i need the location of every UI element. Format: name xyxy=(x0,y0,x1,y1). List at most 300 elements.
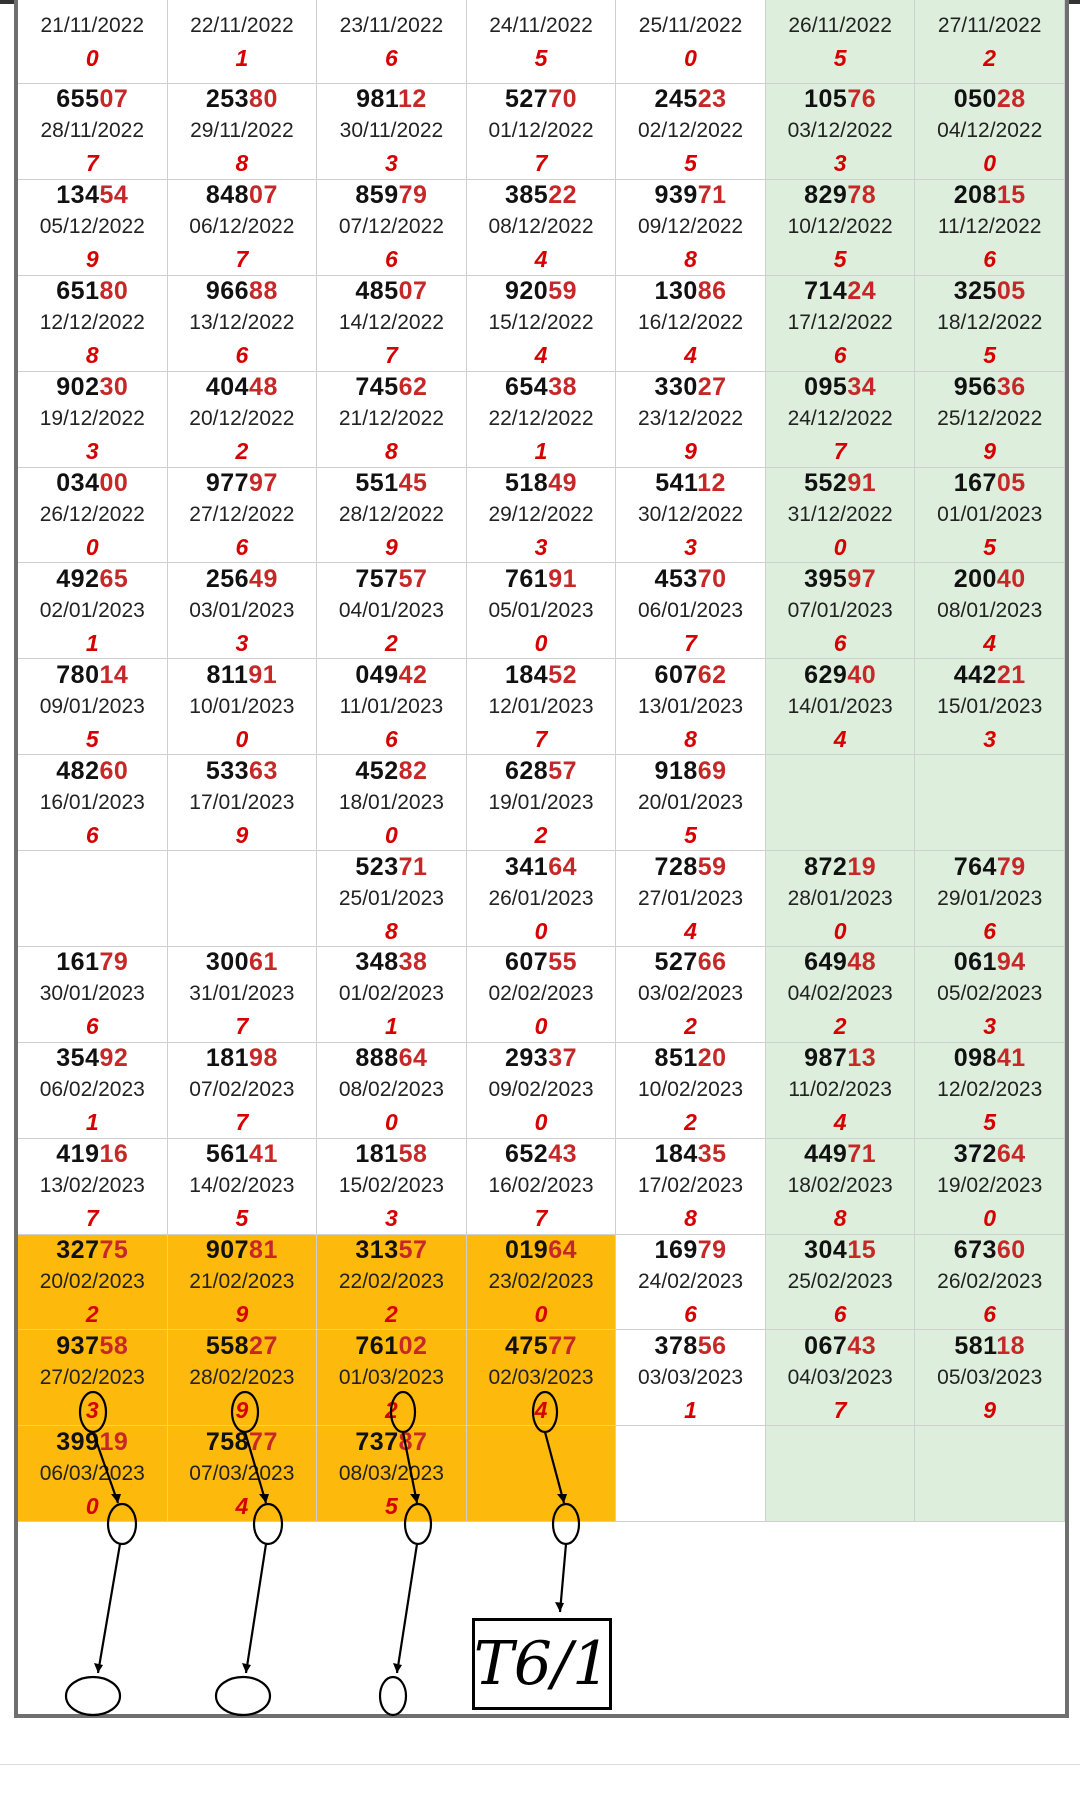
result-digit: 6 xyxy=(235,342,249,369)
result-cell xyxy=(915,947,1065,1043)
result-date: 28/02/2023 xyxy=(189,1365,295,1389)
result-digit: 7 xyxy=(85,1205,99,1232)
result-date: 13/02/2023 xyxy=(39,1174,145,1198)
result-cell xyxy=(18,1426,168,1522)
result-number xyxy=(655,180,727,211)
result-cell xyxy=(616,1330,766,1426)
result-cell xyxy=(467,659,617,755)
number-prefix: 385 xyxy=(504,181,549,210)
number-suffix: 71 xyxy=(697,181,727,210)
number-prefix: 829 xyxy=(804,181,848,210)
result-cell xyxy=(915,84,1065,180)
result-cell xyxy=(317,0,467,84)
result-date: 29/12/2022 xyxy=(488,502,594,526)
result-date: 23/12/2022 xyxy=(638,407,744,431)
number-prefix: 049 xyxy=(355,660,399,689)
result-cell xyxy=(616,563,766,659)
result-digit: 0 xyxy=(235,725,249,752)
number-prefix: 184 xyxy=(654,1140,698,1169)
result-cell xyxy=(616,276,766,372)
result-number xyxy=(505,1330,577,1361)
number-prefix: 527 xyxy=(504,85,549,114)
number-suffix: 49 xyxy=(249,564,278,593)
result-number xyxy=(206,276,278,307)
number-suffix: 77 xyxy=(548,1331,577,1360)
number-prefix: 452 xyxy=(355,756,399,785)
result-digit: 1 xyxy=(85,1109,99,1136)
result-date: 26/11/2022 xyxy=(788,13,892,37)
result-digit: 2 xyxy=(684,1013,697,1040)
number-prefix: 872 xyxy=(804,852,848,881)
result-date: 07/03/2023 xyxy=(189,1461,295,1485)
result-cell xyxy=(915,1139,1065,1235)
number-suffix: 79 xyxy=(99,948,129,977)
result-date: 19/12/2022 xyxy=(39,407,145,431)
result-number xyxy=(56,947,128,978)
result-cell xyxy=(766,1330,916,1426)
number-suffix: 23 xyxy=(697,85,727,114)
result-digit: 9 xyxy=(983,438,997,465)
result-number xyxy=(804,1043,876,1074)
result-cell xyxy=(467,372,617,468)
result-number xyxy=(355,1043,427,1074)
number-prefix: 325 xyxy=(953,277,997,306)
result-number xyxy=(56,468,128,499)
number-suffix: 66 xyxy=(697,948,727,977)
result-number xyxy=(505,180,577,211)
result-date: 16/02/2023 xyxy=(488,1174,594,1198)
number-suffix: 42 xyxy=(398,660,428,689)
number-prefix: 552 xyxy=(804,468,848,497)
result-date: 23/02/2023 xyxy=(488,1270,594,1294)
result-cell xyxy=(766,563,916,659)
number-suffix: 54 xyxy=(99,181,129,210)
result-cell xyxy=(616,1426,766,1522)
result-digit: 6 xyxy=(833,1301,847,1328)
result-number xyxy=(505,563,577,594)
number-suffix: 70 xyxy=(548,85,577,114)
result-digit: 7 xyxy=(235,246,249,273)
result-number xyxy=(355,468,427,499)
result-date: 28/12/2022 xyxy=(338,502,444,526)
result-cell xyxy=(18,1139,168,1235)
result-date: 27/01/2023 xyxy=(638,886,744,910)
result-cell xyxy=(467,84,617,180)
number-prefix: 449 xyxy=(804,1140,848,1169)
number-suffix: 02 xyxy=(398,1331,428,1360)
result-number xyxy=(56,1426,128,1457)
result-number xyxy=(804,276,876,307)
number-suffix: 98 xyxy=(249,1044,278,1073)
result-date: 09/12/2022 xyxy=(638,215,744,239)
result-digit: 5 xyxy=(833,246,847,273)
number-prefix: 095 xyxy=(804,373,848,402)
result-number xyxy=(804,468,876,499)
result-date: 22/12/2022 xyxy=(488,407,594,431)
result-digit: 0 xyxy=(684,44,697,71)
number-suffix: 58 xyxy=(398,1140,428,1169)
result-number xyxy=(655,659,727,690)
number-prefix: 399 xyxy=(56,1427,100,1456)
number-suffix: 57 xyxy=(548,756,577,785)
result-date: 17/02/2023 xyxy=(638,1174,744,1198)
result-number xyxy=(804,659,876,690)
result-number xyxy=(355,947,427,978)
result-number xyxy=(206,1426,278,1457)
number-suffix: 79 xyxy=(996,852,1026,881)
number-prefix: 304 xyxy=(804,1236,848,1265)
number-prefix: 523 xyxy=(355,852,399,881)
number-suffix: 27 xyxy=(697,373,727,402)
number-prefix: 629 xyxy=(804,660,848,689)
result-digit: 8 xyxy=(684,725,697,752)
number-suffix: 15 xyxy=(996,181,1026,210)
number-suffix: 40 xyxy=(847,660,877,689)
number-prefix: 651 xyxy=(56,277,100,306)
result-digit: 7 xyxy=(235,1109,249,1136)
result-date: 12/12/2022 xyxy=(39,311,145,335)
result-cell xyxy=(766,755,916,851)
result-cell xyxy=(18,276,168,372)
number-prefix: 019 xyxy=(504,1236,549,1265)
result-digit: 4 xyxy=(684,342,697,369)
result-cell xyxy=(915,563,1065,659)
number-suffix: 36 xyxy=(996,373,1026,402)
result-cell xyxy=(168,755,318,851)
result-number xyxy=(505,851,577,882)
result-date: 02/02/2023 xyxy=(488,982,594,1006)
result-cell xyxy=(915,372,1065,468)
result-cell xyxy=(317,84,467,180)
number-prefix: 918 xyxy=(654,756,698,785)
number-prefix: 780 xyxy=(56,660,100,689)
number-suffix: 19 xyxy=(847,852,877,881)
result-number xyxy=(655,1330,727,1361)
number-prefix: 527 xyxy=(654,948,698,977)
result-cell xyxy=(467,180,617,276)
number-prefix: 245 xyxy=(654,85,698,114)
result-number xyxy=(954,180,1026,211)
result-cell xyxy=(616,1043,766,1139)
result-digit: 0 xyxy=(833,917,847,944)
result-cell xyxy=(168,1330,318,1426)
number-suffix: 76 xyxy=(847,85,877,114)
result-number xyxy=(655,276,727,307)
number-prefix: 607 xyxy=(654,660,698,689)
number-suffix: 52 xyxy=(548,660,577,689)
number-suffix: 80 xyxy=(249,85,278,114)
number-prefix: 764 xyxy=(953,852,997,881)
number-suffix: 86 xyxy=(697,277,727,306)
result-cell xyxy=(915,851,1065,947)
result-number xyxy=(655,563,727,594)
result-cell xyxy=(168,0,318,84)
number-suffix: 94 xyxy=(996,948,1026,977)
result-digit: 1 xyxy=(534,438,548,465)
result-cell xyxy=(467,1330,617,1426)
result-cell xyxy=(915,1235,1065,1331)
number-suffix: 22 xyxy=(548,181,577,210)
result-digit: 6 xyxy=(385,725,398,752)
result-date: 08/03/2023 xyxy=(338,1461,444,1485)
result-digit: 0 xyxy=(983,150,997,177)
number-prefix: 987 xyxy=(804,1044,848,1073)
number-suffix: 80 xyxy=(99,277,129,306)
result-number xyxy=(505,1139,577,1170)
result-cell xyxy=(467,563,617,659)
result-number xyxy=(355,659,427,690)
result-cell xyxy=(467,755,617,851)
result-number xyxy=(56,755,128,786)
result-cell xyxy=(168,659,318,755)
number-suffix: 60 xyxy=(996,1236,1026,1265)
result-date: 28/11/2022 xyxy=(40,119,145,143)
result-date: 30/11/2022 xyxy=(339,119,444,143)
number-suffix: 16 xyxy=(99,1140,129,1169)
result-number xyxy=(655,851,727,882)
result-cell xyxy=(168,1426,318,1522)
result-digit: 3 xyxy=(983,725,997,752)
number-prefix: 981 xyxy=(356,85,398,114)
result-date: 29/01/2023 xyxy=(937,886,1043,910)
number-prefix: 419 xyxy=(56,1140,100,1169)
result-date: 04/01/2023 xyxy=(338,598,444,622)
result-date: 07/01/2023 xyxy=(787,598,893,622)
number-prefix: 256 xyxy=(205,564,250,593)
number-suffix: 62 xyxy=(398,373,428,402)
result-digit: 3 xyxy=(85,1396,99,1423)
result-digit: 5 xyxy=(85,725,99,752)
number-prefix: 920 xyxy=(504,277,549,306)
result-digit: 2 xyxy=(983,44,997,71)
result-digit: 5 xyxy=(833,44,847,71)
result-number xyxy=(355,1330,427,1361)
number-suffix: 97 xyxy=(847,564,877,593)
number-prefix: 208 xyxy=(953,181,997,210)
result-number xyxy=(655,1139,727,1170)
number-prefix: 628 xyxy=(504,756,549,785)
result-digit: 6 xyxy=(983,1301,997,1328)
result-date: 11/12/2022 xyxy=(937,215,1042,239)
result-date: 31/01/2023 xyxy=(189,982,295,1006)
number-prefix: 130 xyxy=(654,277,698,306)
result-date: 24/12/2022 xyxy=(787,407,893,431)
number-suffix: 19 xyxy=(99,1427,129,1456)
number-suffix: 64 xyxy=(548,1236,577,1265)
result-cell xyxy=(18,851,168,947)
number-prefix: 034 xyxy=(56,468,100,497)
number-suffix: 18 xyxy=(996,1331,1026,1360)
result-number xyxy=(355,563,427,594)
number-suffix: 15 xyxy=(847,1236,877,1265)
result-digit: 6 xyxy=(85,1013,99,1040)
result-date: 15/01/2023 xyxy=(937,694,1043,718)
number-suffix: 14 xyxy=(99,660,129,689)
result-date: 18/12/2022 xyxy=(937,311,1043,335)
result-cell xyxy=(317,468,467,564)
result-digit: 0 xyxy=(385,821,398,848)
result-digit: 6 xyxy=(833,342,847,369)
result-number xyxy=(655,947,727,978)
result-number xyxy=(206,468,278,499)
number-prefix: 184 xyxy=(504,660,549,689)
result-digit: 0 xyxy=(983,1205,997,1232)
result-date: 04/12/2022 xyxy=(937,119,1043,143)
result-cell xyxy=(168,468,318,564)
result-date: 05/12/2022 xyxy=(39,215,145,239)
result-date: 19/02/2023 xyxy=(937,1174,1043,1198)
number-prefix: 977 xyxy=(205,468,250,497)
result-number xyxy=(655,84,727,115)
result-cell xyxy=(18,1235,168,1331)
result-cell xyxy=(616,1139,766,1235)
result-cell xyxy=(168,276,318,372)
number-suffix: 56 xyxy=(697,1331,727,1360)
result-date: 25/12/2022 xyxy=(937,407,1043,431)
number-prefix: 758 xyxy=(205,1427,250,1456)
result-cell xyxy=(18,468,168,564)
result-digit: 5 xyxy=(983,342,997,369)
result-cell xyxy=(616,1235,766,1331)
result-digit: 7 xyxy=(534,725,548,752)
result-digit: 0 xyxy=(385,1109,398,1136)
number-suffix: 64 xyxy=(996,1140,1026,1169)
number-suffix: 87 xyxy=(398,1427,428,1456)
result-date: 14/02/2023 xyxy=(189,1174,295,1198)
result-date: 13/01/2023 xyxy=(638,694,744,718)
result-digit: 0 xyxy=(534,917,548,944)
result-cell xyxy=(915,1330,1065,1426)
result-number xyxy=(206,84,278,115)
result-cell xyxy=(616,468,766,564)
result-cell xyxy=(915,659,1065,755)
result-cell xyxy=(168,851,318,947)
result-digit: 3 xyxy=(385,150,398,177)
result-number xyxy=(355,276,427,307)
result-digit: 8 xyxy=(833,1205,847,1232)
result-cell xyxy=(616,755,766,851)
result-digit: 6 xyxy=(235,533,249,560)
result-cell xyxy=(915,180,1065,276)
result-digit: 9 xyxy=(983,1396,997,1423)
number-suffix: 24 xyxy=(847,277,877,306)
result-number xyxy=(954,468,1026,499)
result-cell xyxy=(168,563,318,659)
number-prefix: 067 xyxy=(804,1331,848,1360)
number-prefix: 169 xyxy=(654,1236,698,1265)
result-date: 03/01/2023 xyxy=(189,598,295,622)
number-prefix: 253 xyxy=(205,85,250,114)
result-cell xyxy=(766,851,916,947)
result-date: 22/11/2022 xyxy=(190,13,294,37)
result-digit: 4 xyxy=(983,629,997,656)
result-date: 06/12/2022 xyxy=(189,215,295,239)
result-cell xyxy=(168,372,318,468)
result-cell xyxy=(168,84,318,180)
number-prefix: 181 xyxy=(355,1140,399,1169)
result-cell xyxy=(317,276,467,372)
result-digit: 9 xyxy=(385,533,398,560)
result-number xyxy=(355,180,427,211)
number-suffix: 35 xyxy=(697,1140,727,1169)
result-date: 08/01/2023 xyxy=(937,598,1043,622)
result-date: 10/01/2023 xyxy=(189,694,295,718)
result-digit: 8 xyxy=(385,438,398,465)
result-cell xyxy=(915,1426,1065,1522)
number-suffix: 71 xyxy=(847,1140,877,1169)
number-prefix: 354 xyxy=(56,1044,100,1073)
result-date: 25/01/2023 xyxy=(338,886,444,910)
number-suffix: 63 xyxy=(249,756,278,785)
number-prefix: 551 xyxy=(355,468,399,497)
result-digit: 2 xyxy=(385,629,398,656)
result-cell xyxy=(467,1235,617,1331)
result-cell xyxy=(168,180,318,276)
result-number xyxy=(206,372,278,403)
number-prefix: 581 xyxy=(954,1331,997,1360)
result-date: 08/12/2022 xyxy=(488,215,594,239)
result-number xyxy=(207,659,278,690)
result-cell xyxy=(317,180,467,276)
result-digit: 5 xyxy=(385,1492,398,1519)
result-cell xyxy=(616,659,766,755)
number-prefix: 492 xyxy=(56,564,100,593)
result-cell xyxy=(766,1426,916,1522)
number-prefix: 105 xyxy=(804,85,848,114)
result-digit: 7 xyxy=(385,342,398,369)
result-digit: 3 xyxy=(833,150,847,177)
number-prefix: 050 xyxy=(953,85,997,114)
number-suffix: 45 xyxy=(398,468,428,497)
result-cell xyxy=(317,755,467,851)
number-prefix: 327 xyxy=(56,1236,100,1265)
number-prefix: 372 xyxy=(953,1140,997,1169)
result-digit: 0 xyxy=(534,1109,548,1136)
result-date: 12/02/2023 xyxy=(937,1078,1043,1102)
result-number xyxy=(505,947,577,978)
result-cell xyxy=(467,1043,617,1139)
result-digit: 7 xyxy=(85,150,99,177)
number-suffix: 05 xyxy=(996,277,1026,306)
result-digit: 7 xyxy=(534,150,548,177)
number-suffix: 79 xyxy=(398,181,428,210)
result-date: 20/01/2023 xyxy=(638,790,744,814)
result-number xyxy=(804,1235,876,1266)
result-cell xyxy=(616,372,766,468)
result-cell xyxy=(766,84,916,180)
result-date: 26/01/2023 xyxy=(488,886,594,910)
result-digit: 1 xyxy=(385,1013,398,1040)
result-number xyxy=(355,1139,427,1170)
result-number xyxy=(56,1139,128,1170)
result-digit: 6 xyxy=(983,246,997,273)
result-date: 05/03/2023 xyxy=(937,1365,1043,1389)
number-suffix: 07 xyxy=(99,85,129,114)
result-digit: 6 xyxy=(833,629,847,656)
result-number xyxy=(505,659,577,690)
result-number xyxy=(804,1139,876,1170)
result-date: 28/01/2023 xyxy=(787,886,893,910)
result-cell xyxy=(467,947,617,1043)
result-digit: 8 xyxy=(385,917,398,944)
result-date: 30/12/2022 xyxy=(638,502,744,526)
number-suffix: 38 xyxy=(398,948,428,977)
result-digit: 5 xyxy=(684,821,697,848)
result-number xyxy=(655,1043,727,1074)
number-suffix: 59 xyxy=(697,852,727,881)
result-number xyxy=(954,1043,1026,1074)
result-number xyxy=(804,84,876,115)
